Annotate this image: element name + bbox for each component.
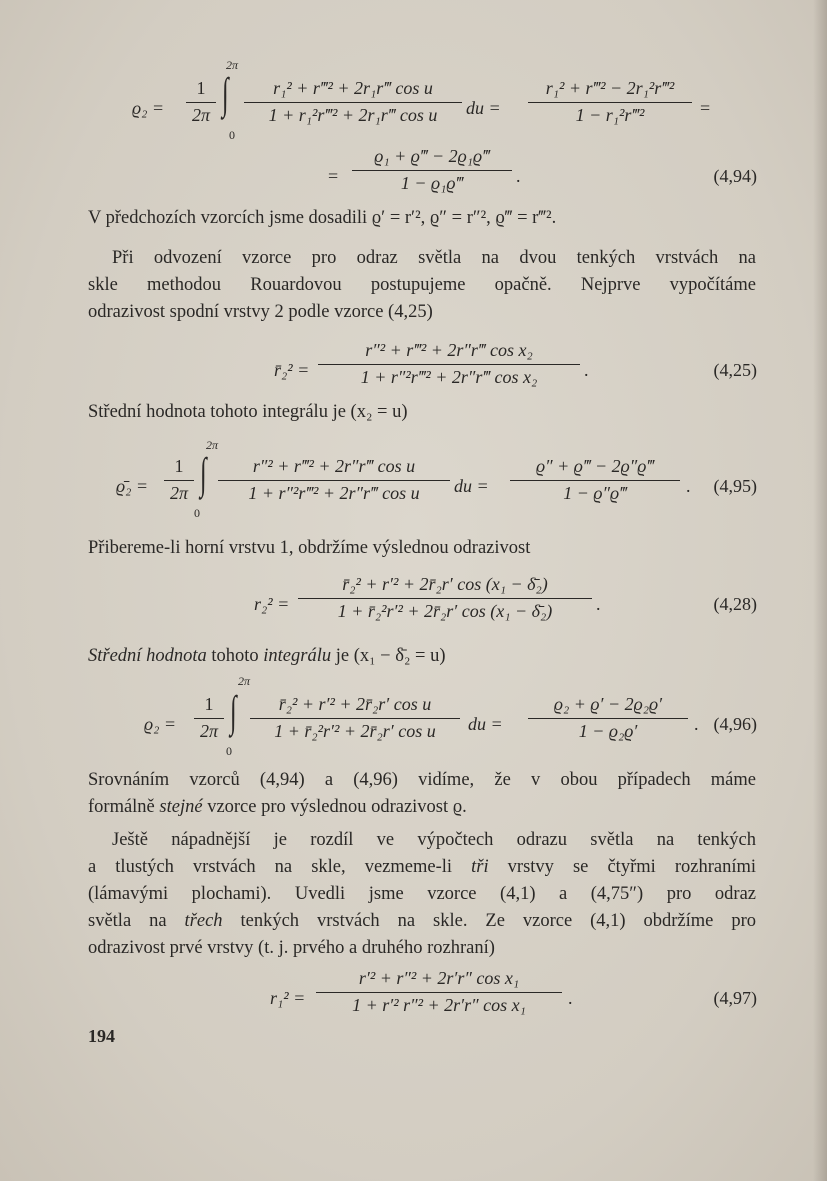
paragraph-line: Střední hodnota tohoto integrálu je (x₁ − δ̄₂ = u): [88, 646, 446, 666]
page-number: 194: [88, 1026, 115, 1046]
equation-4-94: [0, 58, 827, 142]
fraction: $\frac{\text{r′² + r″² + 2r′r″ cos x₁}}{\text{1 + r′² r″² + 2r′r″ cos x₁}}$: [316, 968, 562, 1016]
integral-lower-limit: 0: [226, 744, 232, 758]
period: .: [596, 594, 601, 614]
period: .: [516, 166, 521, 186]
prefactor: $\frac{1}{2\pi}$: [194, 694, 224, 742]
equation-4-95: [0, 438, 827, 518]
integral-upper-limit: 2π: [206, 438, 219, 452]
integral-sign: ∫: [222, 69, 229, 118]
integral-sign: ∫: [200, 449, 207, 498]
prefactor: $\frac{1}{2\pi}$: [186, 78, 216, 126]
result-fraction: $\frac{ϱ'' + ϱ‴ - 2ϱ''ϱ‴}{1 - ϱ''ϱ‴}$: [510, 456, 680, 504]
prefactor: $\frac{1}{2\pi}$: [164, 456, 194, 504]
eq-lhs: r̄₂² =: [274, 360, 310, 380]
equation-number: (4,97): [713, 988, 757, 1008]
differential: du =: [468, 714, 503, 734]
equation-4-96: [0, 674, 827, 758]
paragraph-line: Přibereme-li horní vrstvu 1, obdržíme výslednou odrazivost: [88, 538, 531, 558]
period: .: [694, 714, 699, 734]
paragraph-line: a tlustých vrstvách na skle, vezmeme-li tři vrstvy se čtyřmi rozhraními: [88, 857, 756, 877]
integral-sign: ∫: [230, 687, 237, 736]
fraction: $\frac{\text{r″² + r‴² + 2r″r‴ cos x₂}}{\text{1 + r″²r‴² + 2r″r‴ cos x₂}}$: [318, 340, 580, 388]
eq-lhs: r₂² =: [254, 594, 290, 614]
paragraph-line: Srovnáním vzorců (4,94) a (4,96) vidíme, že v obou případech máme: [88, 770, 756, 790]
eq-lhs: ϱ₂ =: [132, 98, 165, 118]
paragraph-line: (lámavými plochami). Uvedli jsme vzorce (4,1) a (4,75″) pro odraz: [88, 884, 756, 904]
integral-upper-limit: 2π: [226, 58, 239, 72]
differential: du =: [466, 98, 501, 118]
equation-number: (4,95): [713, 476, 757, 496]
paragraph-line: Při odvození vzorce pro odraz světla na dvou tenkých vrstvách na: [112, 248, 756, 268]
paragraph-line: Střední hodnota tohoto integrálu je (x₂ = u): [88, 402, 408, 422]
differential: du =: [454, 476, 489, 496]
fraction: $\frac{\text{r̄₂² + r′² + 2r̄₂r′ cos (x₁ − δ̄₂)}}{\text{1 + r̄₂²r′² + 2r̄₂r′ cos (x₁ − δ̄₂)}}$: [298, 574, 592, 622]
equation-4-28: [0, 572, 827, 652]
result-fraction: $\frac{\text{ϱ₂ + ϱ′ − 2ϱ₂ϱ′}}{\text{1 − ϱ₂ϱ′}}$: [528, 694, 688, 742]
equation-number: (4,94): [713, 166, 757, 186]
integrand: $\frac{\text{r̄₂² + r′² + 2r̄₂r′ cos u}}{\text{1 + r̄₂²r′² + 2r̄₂r′ cos u}}$: [250, 694, 460, 742]
equation-number: (4,28): [713, 594, 757, 614]
period: .: [568, 988, 573, 1008]
period: .: [686, 476, 691, 496]
integral-upper-limit: 2π: [238, 674, 251, 688]
integral-lower-limit: 0: [229, 128, 235, 142]
paragraph-line: odrazivost spodní vrstvy 2 podle vzorce (4,25): [88, 302, 433, 322]
integrand: $\frac{\text{r″² + r‴² + 2r″r‴ cos u}}{\text{1 + r″²r‴² + 2r″r‴ cos u}}$: [218, 456, 450, 504]
equals-sign: =: [700, 98, 711, 118]
result-fraction: $\frac{\text{r₁² + r‴² − 2r₁²r‴²}}{\text{1 − r₁²r‴²}}$: [528, 78, 692, 126]
paragraph-line: odrazivost prvé vrstvy (t. j. prvého a druhého rozhraní): [88, 938, 495, 958]
paragraph-substitution: V předchozích vzorcích jsme dosadili ϱ′ = r′², ϱ″ = r″², ϱ‴ = r‴².: [88, 208, 557, 228]
equation-number: (4,96): [713, 714, 757, 734]
eq-lhs: r₁² =: [270, 988, 306, 1008]
paragraph-line: Ještě nápadnější je rozdíl ve výpočtech odrazu světla na tenkých: [112, 830, 756, 850]
eq-lhs: ϱ̄₂ =: [116, 476, 149, 496]
paragraph-line: skle methodou Rouardovou postupujeme opačně. Nejprve vypočítáme: [88, 275, 756, 295]
integral-lower-limit: 0: [194, 506, 200, 520]
period: .: [584, 360, 589, 380]
paragraph-line: formálně stejné vzorce pro výslednou odrazivost ϱ.: [88, 797, 467, 817]
result-fraction: $\frac{\text{ϱ₁ + ϱ‴ − 2ϱ₁ϱ‴}}{\text{1 − ϱ₁ϱ‴}}$: [352, 146, 512, 194]
integrand: $\frac{\text{r₁² + r‴² + 2r₁r‴ cos u}}{\text{1 + r₁²r‴² + 2r₁r‴ cos u}}$: [244, 78, 462, 126]
equation-number: (4,25): [713, 360, 757, 380]
paragraph-line: světla na třech tenkých vrstvách na skle. Ze vzorce (4,1) obdržíme pro: [88, 911, 756, 931]
equals-sign: =: [328, 166, 339, 186]
eq-lhs: ϱ₂ =: [144, 714, 177, 734]
equation-4-97: [0, 968, 827, 1048]
